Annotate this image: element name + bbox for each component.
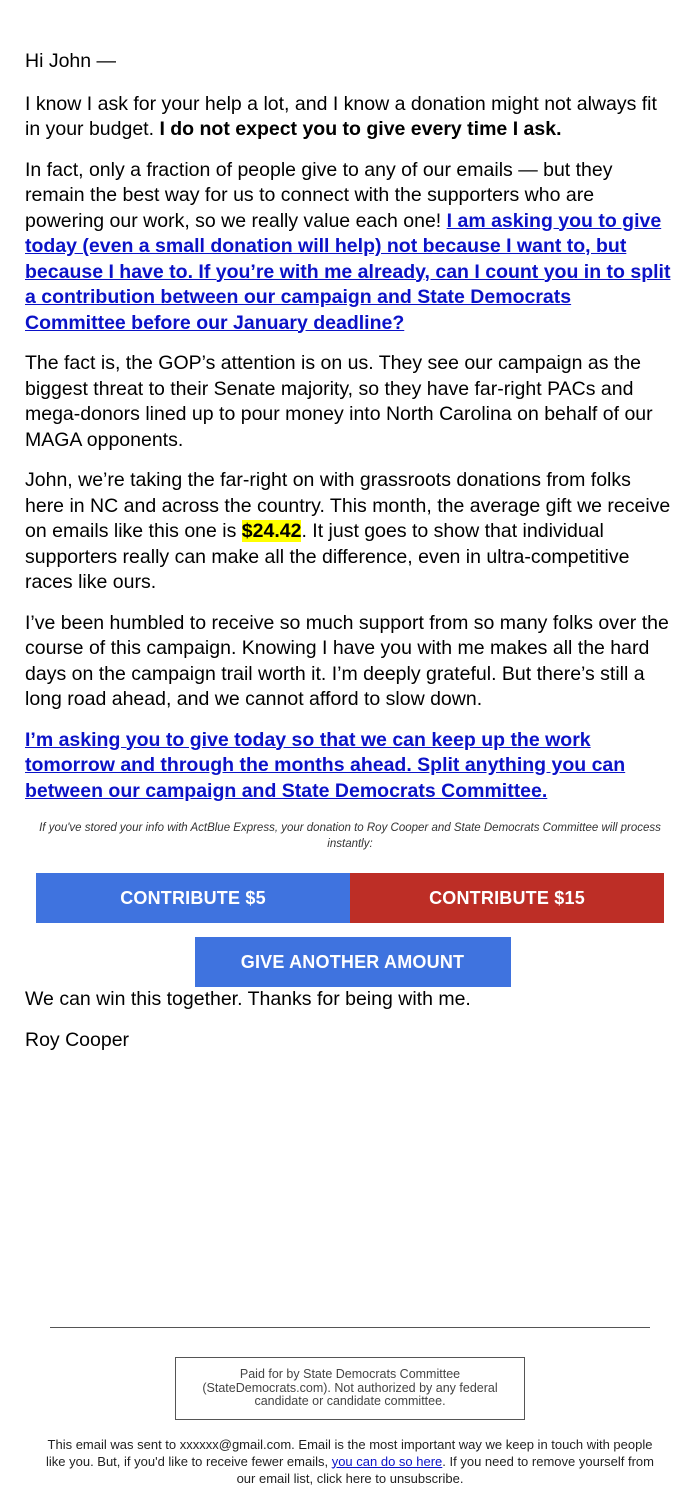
other-amount-row [25, 937, 675, 987]
average-gift-amount: $24.42 [241, 520, 302, 542]
paragraph-fraction-text: In fact, only a fraction of people give to any of our emails — but they remain the best way for us to connect with the supporters who are powering our work, so we really value each one! [25, 158, 613, 232]
fewer-emails-link[interactable]: you can do so here [331, 1453, 443, 1469]
signature: Roy Cooper [25, 1028, 130, 1051]
actblue-disclaimer: If you've stored your info with ActBlue Express, your donation to Roy Cooper and State Democrats Committee will process instantly: [39, 822, 661, 850]
email-footer [0, 1327, 700, 1487]
paragraph-budget-bold: I do not expect you to give every time I ask. [159, 118, 562, 140]
paragraph-grassroots [25, 468, 675, 596]
paid-for-box: Paid for by State Democrats Committee (StateDemocrats.com). Not authorized by any federal candidate or candidate committee. [175, 1357, 525, 1420]
contribute-15-button[interactable]: CONTRIBUTE $15 [350, 873, 664, 923]
contribute-5-button[interactable]: CONTRIBUTE $5 [36, 873, 350, 923]
donate-split-link[interactable]: I am asking you to give today (even a small donation will help) not because I want to, but because I have to. If you’re with me already, can I count you in to split a contribution between our campaign and State Democrats Committee before our January deadline? [25, 209, 671, 334]
paragraph-grassroots-after: . It just goes to show that individual supporters really can make all the difference, even in ultra-competitive races like ours. [25, 520, 630, 593]
legal-text-before: This email was sent to xxxxxx@gmail.com. Email is the most important way we keep in touch with people like you. But, if you'd like to receive fewer emails, [45, 1436, 653, 1469]
footer-divider [50, 1327, 650, 1328]
paragraph-gop: The fact is, the GOP’s attention is on us. They see our campaign as the biggest threat to their Senate majority, so they have far-right PACs and mega-donors lined up to pour money into North Carolina on behalf of our MAGA opponents. [25, 352, 653, 451]
greeting: Hi John — [25, 50, 117, 72]
paragraph-grassroots-before: John, we’re taking the far-right on with grassroots donations from folks here in NC and across the country. This month, the average gift we receive on emails like this one is [25, 469, 671, 542]
legal-text-after: . If you need to remove yourself from our email list, click here to unsubscribe. [236, 1453, 654, 1486]
paragraph-fraction [25, 158, 675, 337]
contribute-button-row [25, 873, 675, 923]
legal-text [45, 1436, 655, 1487]
give-today-link[interactable]: I’m asking you to give today so that we can keep up the work tomorrow and through the months ahead. Split anything you can between our campaign and State Democrats Committee. [25, 728, 626, 802]
give-another-amount-button[interactable]: GIVE ANOTHER AMOUNT [195, 937, 511, 987]
closing-line: We can win this together. Thanks for being with me. [25, 988, 471, 1010]
paragraph-humbled: I’ve been humbled to receive so much support from so many folks over the course of this campaign. Knowing I have you with me makes all the hard days on the campaign trail worth it. I’m deeply grateful. But there’s still a long road ahead, and we cannot afford to slow down. [25, 611, 669, 710]
paragraph-ask [25, 728, 675, 805]
paragraph-budget [25, 92, 675, 143]
paragraph-budget-text: I know I ask for your help a lot, and I know a donation might not always fit in your budget. [25, 92, 657, 140]
